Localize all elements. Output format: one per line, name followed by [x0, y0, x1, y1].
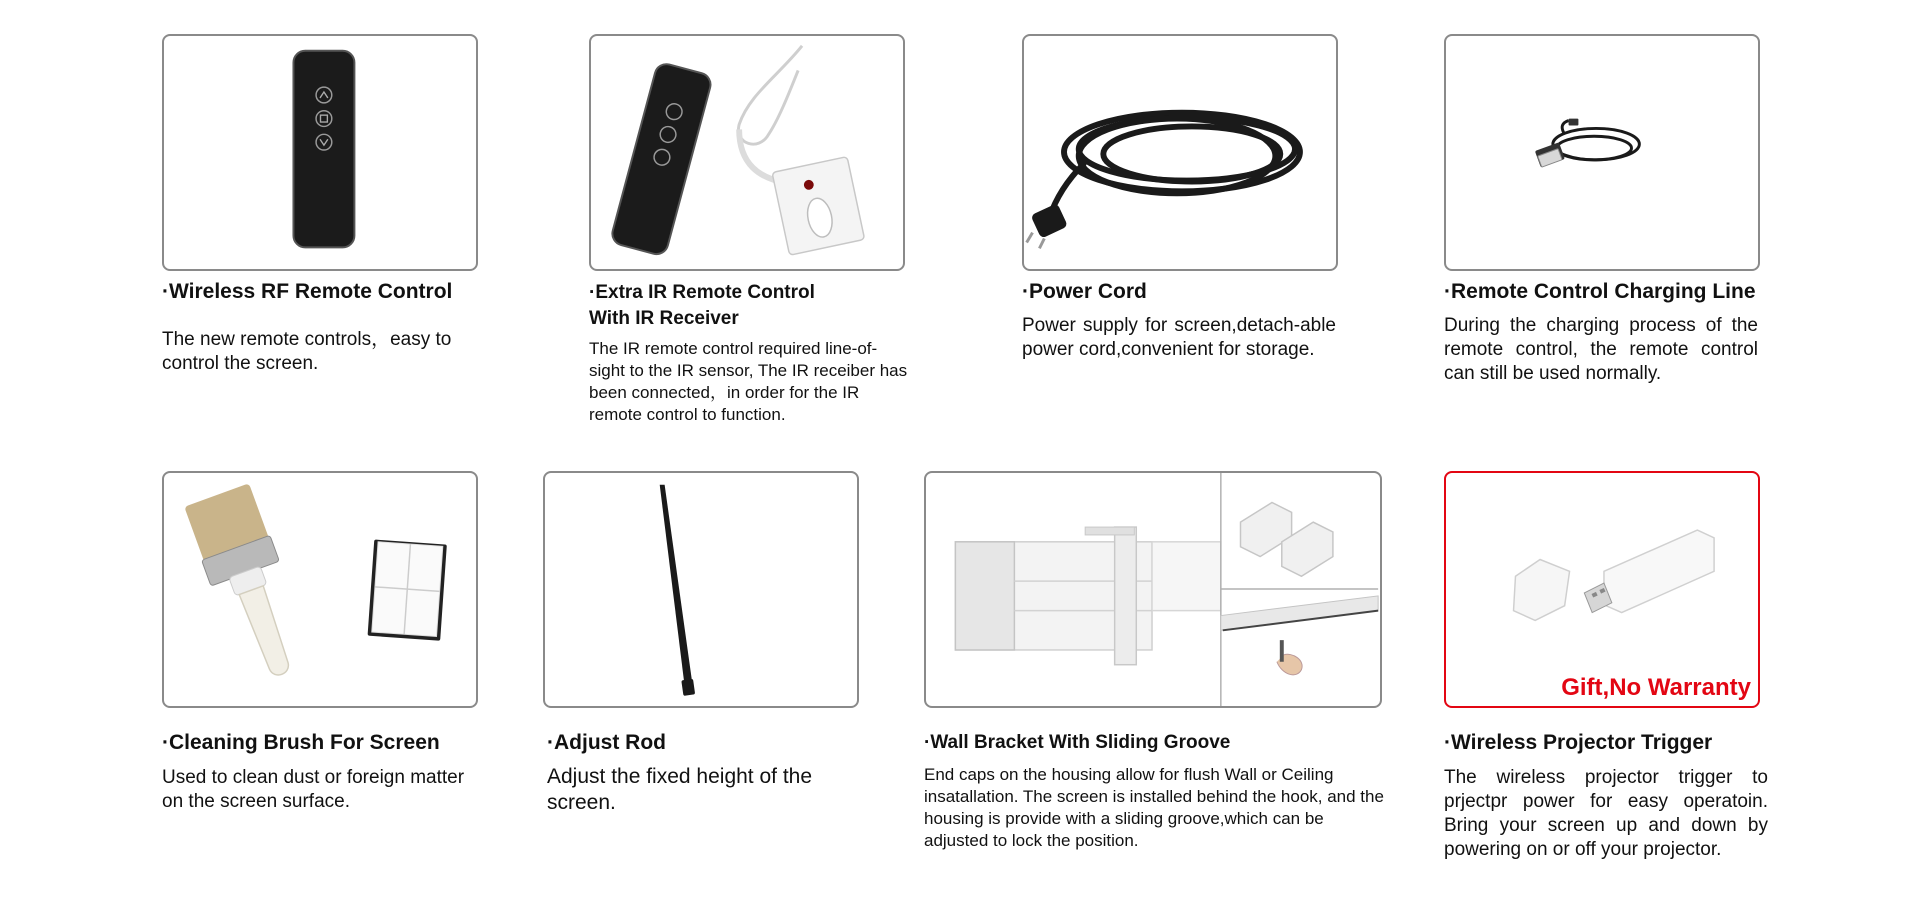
- item-title: ·Remote Control Charging Line: [1444, 280, 1756, 303]
- power-cord-image: [1022, 34, 1338, 271]
- cleaning-brush-image: [162, 471, 478, 708]
- item-title: ·Wall Bracket With Sliding Groove: [924, 732, 1231, 753]
- item-description: The IR remote control required line-of-sight to the IR sensor, The IR receiber has been connected，in order for the IR remote control to function.: [589, 339, 908, 424]
- wall-bracket-image: [924, 471, 1382, 708]
- item-title-line2: With IR Receiver: [589, 308, 739, 329]
- item-description: The new remote controls，easy to control the screen.: [162, 329, 452, 374]
- item-description: End caps on the housing allow for flush Wall or Ceiling insatallation. The screen is installed behind the hook, and the housing is provide with a sliding groove,which can be adjusted to lock the position.: [924, 765, 1384, 850]
- item-title: ·Wireless Projector Trigger: [1444, 731, 1713, 754]
- item-title-line1: ·Extra IR Remote Control: [589, 282, 815, 303]
- item-title: ·Wireless RF Remote Control: [162, 280, 453, 303]
- item-title: ·Adjust Rod: [547, 731, 666, 754]
- projector-trigger-image: [1444, 471, 1760, 708]
- item-description: During the charging process of the remote control, the remote control can still be used normally.: [1444, 315, 1758, 384]
- bracket-icon: [926, 473, 1380, 706]
- ir-remote-image: [589, 34, 905, 271]
- adjust-rod-image: [543, 471, 859, 708]
- brush-icon: [164, 473, 476, 706]
- gift-badge: Gift,No Warranty: [1561, 674, 1751, 701]
- item-description: Adjust the fixed height of the screen.: [547, 765, 813, 814]
- item-description: Power supply for screen,detach-able power cord,convenient for storage.: [1022, 315, 1336, 360]
- rf-remote-image: [162, 34, 478, 271]
- usb-cable-icon: [1446, 36, 1758, 269]
- usb-trigger-icon: [1446, 473, 1758, 706]
- charging-line-image: [1444, 34, 1760, 271]
- item-description: Used to clean dust or foreign matter on the screen surface.: [162, 767, 465, 812]
- rod-icon: [545, 473, 857, 706]
- power-cord-icon: [1024, 36, 1336, 269]
- item-title: ·Power Cord: [1022, 280, 1147, 303]
- ir-remote-icon: [591, 36, 903, 269]
- item-description: The wireless projector trigger to prjectpr power for easy operatoin. Bring your screen up and down by powering on or off your projector.: [1444, 767, 1768, 860]
- rf-remote-icon: [164, 36, 476, 269]
- item-title: ·Cleaning Brush For Screen: [162, 731, 440, 754]
